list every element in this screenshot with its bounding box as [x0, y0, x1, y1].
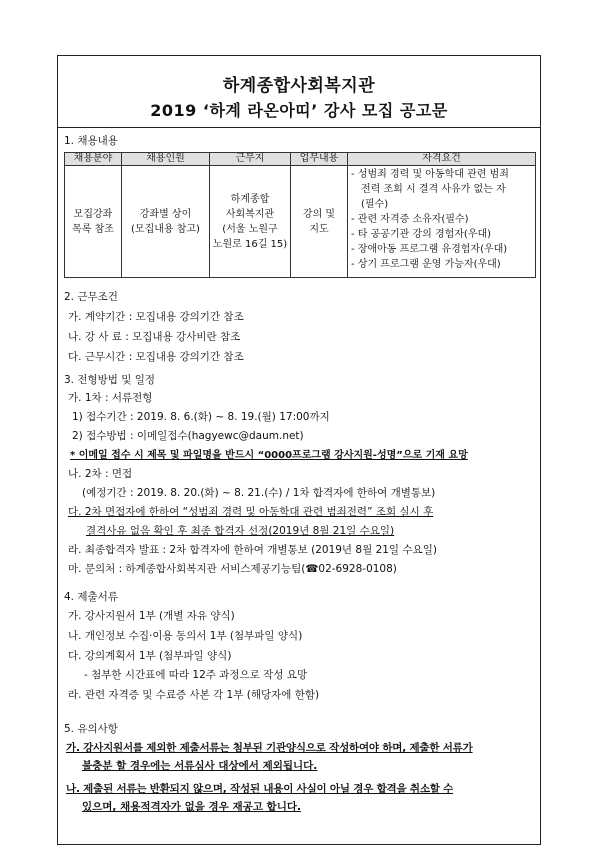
check-note-line2: 결격사유 없음 확인 후 최종 합격자 선정(2019년 8월 21일 수요일)	[86, 525, 395, 537]
email-note: * 이메일 접수 시 제목 및 파일명을 반드시 “0000프로그램 강사지원-성명”으로 기재 요망	[70, 450, 468, 461]
step2-title: 나. 2차 : 면접	[68, 468, 133, 480]
caution-1-line1: 가. 강사지원서를 제외한 제출서류는 첨부된 기관양식으로 작성하여야 하며, 제출한 서류가	[66, 742, 473, 754]
condition-item: 다. 근무시간 : 모집내용 강의기간 참조	[68, 351, 244, 363]
table-header-row	[65, 153, 536, 166]
cell-text: 강좌별 상이	[139, 208, 192, 220]
condition-item: 나. 강 사 료 : 모집내용 강사비란 참조	[68, 331, 241, 343]
organization-title: 하계종합사회복지관	[222, 76, 376, 96]
cell-field	[65, 166, 122, 278]
col-count: 채용인원	[122, 153, 210, 166]
cell-place	[210, 166, 291, 278]
caution-2-line1: 나. 제출된 서류는 반환되지 않으며, 작성된 내용이 사실이 아닐 경우 합격을 취소할 수	[66, 783, 454, 795]
condition-item: 가. 계약기간 : 모집내용 강의기간 참조	[68, 311, 244, 323]
cell-text: 노원로 16길 15)	[212, 238, 288, 250]
step1-title: 가. 1차 : 서류전형	[68, 392, 153, 404]
col-qualifications: 자격요건	[348, 153, 536, 166]
title-box	[58, 56, 540, 128]
check-note-line1: 다. 2차 면접자에 한하여 “성범죄 경력 및 아동학대 관련 범죄전력” 조회 실시 후	[68, 506, 434, 518]
contact-info: 마. 문의처 : 하계종합사회복지관 서비스제공기능팀(☎02-6928-0108)	[68, 563, 397, 575]
caution-2-line2: 있으며, 채용적격자가 없을 경우 재공고 합니다.	[82, 801, 301, 813]
col-work: 업무내용	[291, 153, 348, 166]
qualification-item: - 장애아동 프로그램 유경험자(우대)	[351, 244, 508, 255]
section1-heading: 1. 채용내용	[64, 135, 118, 147]
section2-heading: 2. 근무조건	[64, 291, 118, 303]
document-item: 라. 관련 자격증 및 수료증 사본 각 1부 (해당자에 한함)	[68, 689, 320, 701]
cell-text: 사회복지관	[225, 208, 275, 220]
document-item: 나. 개인정보 수집·이용 동의서 1부 (첨부파일 양식)	[68, 630, 303, 642]
step2-period: (예정기간 : 2019. 8. 20.(화) ~ 8. 21.(수) / 1차 합격자에 한하여 개별통보)	[82, 487, 436, 499]
section5-heading: 5. 유의사항	[64, 723, 118, 735]
qualification-item: - 상기 프로그램 운영 가능자(우대)	[351, 259, 501, 270]
cell-text: 하계종합	[230, 193, 270, 205]
section3-heading: 3. 전형방법 및 일정	[64, 374, 156, 386]
step1-method: 2) 접수방법 : 이메일접수(hagyewc@daum.net)	[72, 430, 304, 442]
document-item: 가. 강사지원서 1부 (개별 자유 양식)	[68, 610, 235, 622]
notice-title: 2019 ‘하계 라온아띠’ 강사 모집 공고문	[150, 101, 448, 120]
cell-text: 목록 참조	[72, 223, 114, 235]
cell-text: (서울 노원구	[222, 223, 278, 235]
notice-frame	[57, 55, 541, 845]
cell-text: (모집내용 참고)	[131, 223, 200, 235]
qualification-item: (필수)	[361, 199, 389, 210]
caution-1-line2: 불충분 할 경우에는 서류심사 대상에서 제외됩니다.	[82, 760, 318, 772]
document-subitem: - 첨부한 시간표에 따라 12주 과정으로 작성 요망	[84, 669, 308, 681]
final-announcement: 라. 최종합격자 발표 : 2차 합격자에 한하여 개별통보 (2019년 8월 21일 수요일)	[68, 544, 437, 556]
table-row	[65, 166, 536, 278]
qualification-item: - 타 공공기관 강의 경험자(우대)	[351, 229, 492, 240]
cell-text: 모집강좌	[73, 208, 113, 220]
col-place: 근무지	[210, 153, 291, 166]
cell-text: 지도	[309, 223, 329, 235]
qualification-item: 전력 조회 시 결격 사유가 없는 자	[361, 184, 506, 195]
qualification-item: - 관련 자격증 소유자(필수)	[351, 214, 469, 225]
cell-count	[122, 166, 210, 278]
cell-qualifications	[348, 166, 536, 278]
qualification-item: - 성범죄 경력 및 아동학대 관련 범죄	[351, 169, 509, 180]
cell-text: 강의 및	[302, 208, 336, 220]
step1-period: 1) 접수기간 : 2019. 8. 6.(화) ~ 8. 19.(월) 17:00까지	[72, 411, 330, 423]
section4-heading: 4. 제출서류	[64, 591, 118, 603]
cell-work	[291, 166, 348, 278]
recruitment-table	[64, 152, 536, 278]
col-field: 채용분야	[65, 153, 122, 166]
document-item: 다. 강의계획서 1부 (첨부파일 양식)	[68, 650, 232, 662]
